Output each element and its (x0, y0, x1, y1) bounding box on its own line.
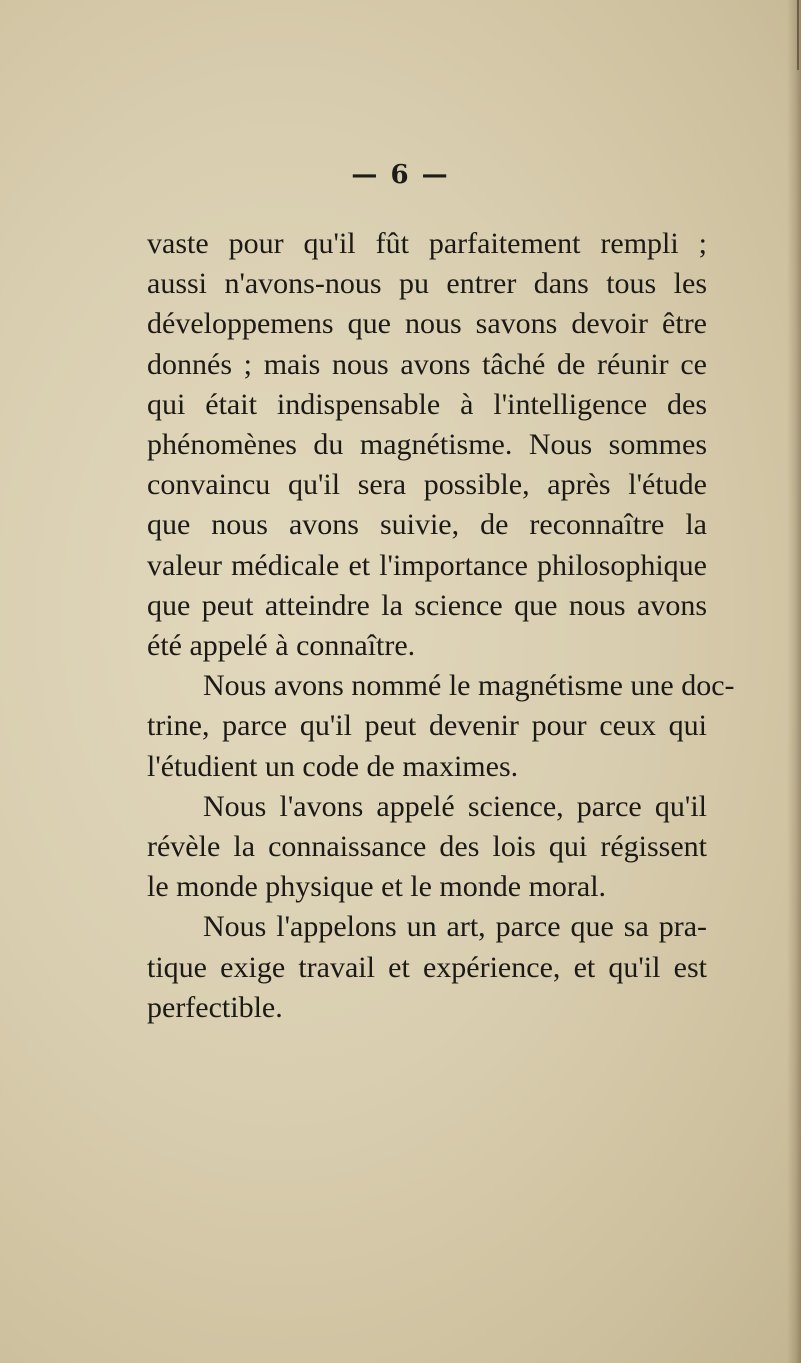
text-line: qui était indispensable à l'intelligence des (147, 387, 707, 421)
page-number: — 6 — (351, 160, 450, 190)
text-line: Nous l'avons appelé science, parce qu'il (203, 789, 707, 823)
text-line: donnés ; mais nous avons tâché de réunir ce (147, 347, 707, 381)
text-line: que nous avons suivie, de reconnaître la (147, 508, 707, 542)
text-line: l'étudient un code de maximes. (147, 749, 519, 783)
text-line: convaincu qu'il sera possible, après l'étude (147, 468, 707, 502)
page-edge-shadow (787, 0, 801, 1363)
text-line: été appelé à connaître. (147, 629, 416, 663)
page-edge-line (797, 0, 799, 70)
text-line: le monde physique et le monde moral. (147, 870, 607, 904)
text-line: tique exige travail et expérience, et qu'il est (147, 950, 707, 984)
text-line: Nous avons nommé le magnétisme une doc- (203, 669, 735, 703)
text-line: valeur médicale et l'importance philosophique (147, 548, 707, 582)
text-line: aussi n'avons-nous pu entrer dans tous les (147, 267, 707, 301)
text-line: Nous l'appelons un art, parce que sa pra- (203, 910, 707, 944)
body-text (147, 224, 735, 1028)
text-line: phénomènes du magnétisme. Nous sommes (147, 428, 707, 462)
text-line: perfectible. (147, 990, 283, 1024)
text-line: que peut atteindre la science que nous avons (147, 588, 707, 622)
text-line: révèle la connaissance des lois qui régissent (147, 830, 707, 864)
text-line: trine, parce qu'il peut devenir pour ceux qui (147, 709, 707, 743)
text-line: développemens que nous savons devoir être (147, 307, 707, 341)
text-line: vaste pour qu'il fût parfaitement rempli ; (147, 227, 707, 260)
